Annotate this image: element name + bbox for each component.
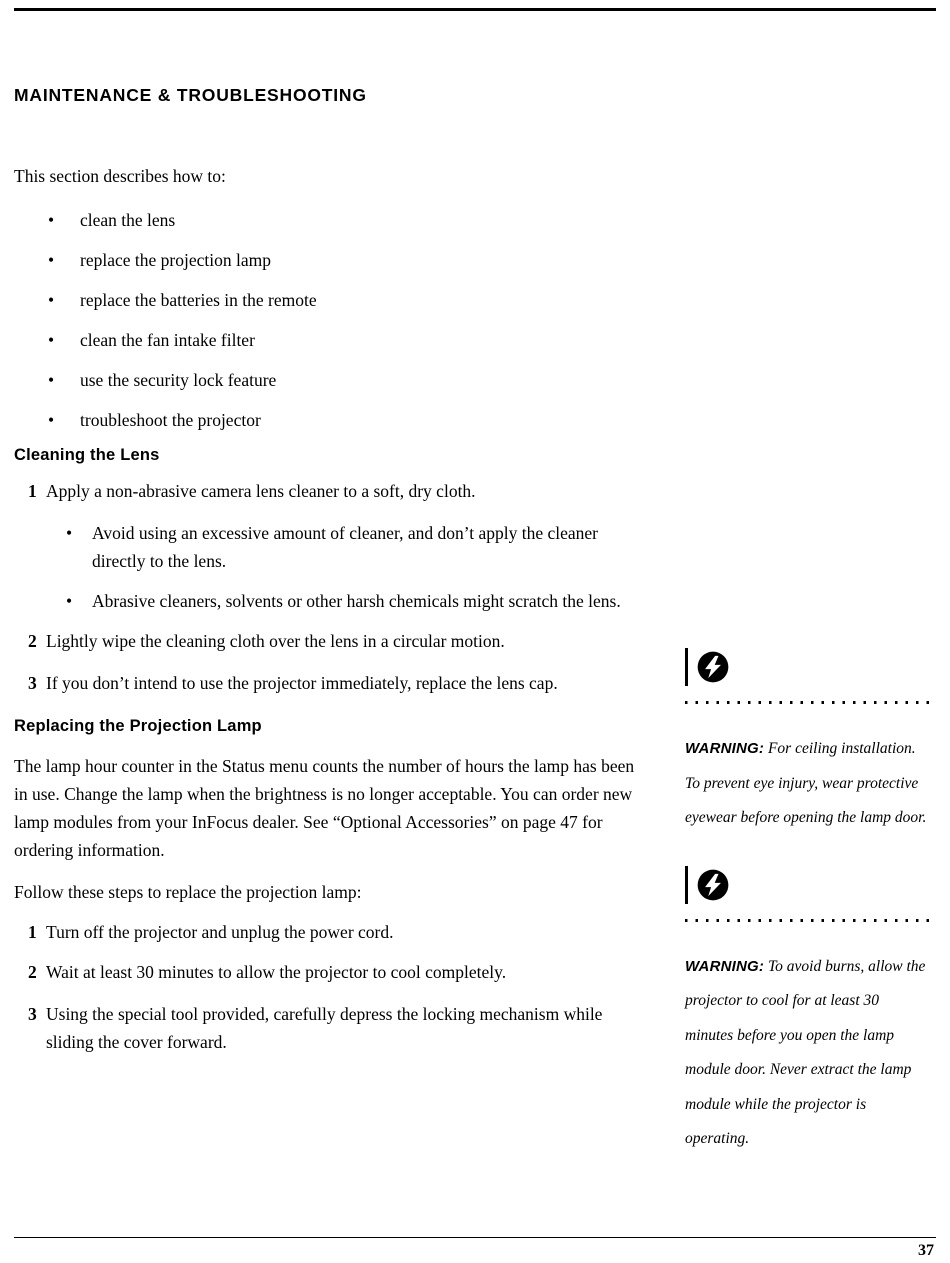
bullet-icon xyxy=(48,366,80,394)
warning-body: For ceiling installation. To prevent eye injury, wear protective eyewear before opening the lamp door. xyxy=(685,740,927,826)
bullet-icon xyxy=(48,246,80,274)
page-number: 37 xyxy=(918,1242,934,1259)
numbered-step xyxy=(14,918,644,946)
bullet-text: use the security lock feature xyxy=(80,370,277,390)
bullet-icon xyxy=(48,406,80,434)
bullet-icon xyxy=(48,286,80,314)
bullet-icon xyxy=(48,206,80,234)
warning-text xyxy=(685,732,930,836)
bullet-text: Abrasive cleaners, solvents or other harsh chemicals might scratch the lens. xyxy=(92,591,621,611)
list-item xyxy=(14,587,644,615)
intro-text: This section describes how to: xyxy=(14,166,226,186)
bullet-icon xyxy=(66,587,92,615)
list-item xyxy=(14,286,644,314)
margin-bar xyxy=(685,866,688,904)
margin-bar xyxy=(685,648,688,686)
bullet-text: replace the projection lamp xyxy=(80,250,271,270)
step-number: 2 xyxy=(28,631,37,651)
bullet-text: Avoid using an excessive amount of cleaner, and don’t apply the cleaner directly to the lens. xyxy=(92,523,598,571)
margin-notes xyxy=(685,648,930,1157)
step-number: 3 xyxy=(28,673,37,693)
bullet-icon xyxy=(48,326,80,354)
warning-icon-row xyxy=(685,648,930,686)
step-text: Lightly wipe the cleaning cloth over the lens in a circular motion. xyxy=(46,631,505,651)
list-item xyxy=(14,326,644,354)
list-item xyxy=(14,406,644,434)
step-text: Wait at least 30 minutes to allow the projector to cool completely. xyxy=(46,962,507,982)
replacing-lamp-heading: Replacing the Projection Lamp xyxy=(14,717,262,735)
step-text: Apply a non-abrasive camera lens cleaner to a soft, dry cloth. xyxy=(46,481,476,501)
cleaning-lens-heading: Cleaning the Lens xyxy=(14,446,160,464)
cleaning-sub-bullet-list xyxy=(14,519,644,615)
bullet-text: clean the fan intake filter xyxy=(80,330,255,350)
bullet-text: replace the batteries in the remote xyxy=(80,290,317,310)
lightning-warning-icon xyxy=(695,867,731,903)
list-item xyxy=(14,519,644,575)
bullet-text: clean the lens xyxy=(80,210,176,230)
dotted-rule xyxy=(685,919,930,922)
step-number: 2 xyxy=(28,962,37,982)
warning-note xyxy=(685,866,930,1157)
numbered-step xyxy=(14,669,644,697)
numbered-step xyxy=(14,477,644,505)
warning-label: WARNING: xyxy=(685,740,765,757)
numbered-step xyxy=(14,627,644,655)
section-heading: MAINTENANCE & TROUBLESHOOTING xyxy=(14,85,367,105)
warning-text xyxy=(685,950,930,1157)
step-text: If you don’t intend to use the projector immediately, replace the lens cap. xyxy=(46,673,558,693)
step-number: 1 xyxy=(28,481,37,501)
warning-label: WARNING: xyxy=(685,957,765,975)
dotted-rule xyxy=(685,701,930,704)
bottom-rule xyxy=(14,1237,936,1238)
main-column xyxy=(14,0,644,1056)
numbered-step xyxy=(14,958,644,986)
list-item xyxy=(14,206,644,234)
list-item xyxy=(14,366,644,394)
lightning-warning-icon xyxy=(695,649,731,685)
bullet-text: troubleshoot the projector xyxy=(80,410,261,430)
warning-note xyxy=(685,648,930,836)
step-number: 1 xyxy=(28,922,37,942)
warning-body: To avoid burns, allow the projector to cool for at least 30 minutes before you open the lamp module door. Never extract the lamp module while the projector is operating. xyxy=(685,957,926,1147)
lamp-paragraph: The lamp hour counter in the Status menu counts the number of hours the lamp has been in use. Change the lamp when the brightness is no longer acceptable. You can order new lamp modules from your InFocus dealer. See “Optional Accessories” on page 47 for ordering information. xyxy=(14,756,635,860)
step-text: Using the special tool provided, carefully depress the locking mechanism while sliding the cover forward. xyxy=(46,1004,603,1052)
numbered-step xyxy=(14,1000,644,1056)
bullet-icon xyxy=(66,519,92,575)
step-text: Turn off the projector and unplug the power cord. xyxy=(46,922,394,942)
intro-bullet-list xyxy=(14,206,644,434)
list-item xyxy=(14,246,644,274)
step-number: 3 xyxy=(28,1004,37,1024)
warning-icon-row xyxy=(685,866,930,904)
lamp-steps-intro: Follow these steps to replace the projection lamp: xyxy=(14,882,362,902)
